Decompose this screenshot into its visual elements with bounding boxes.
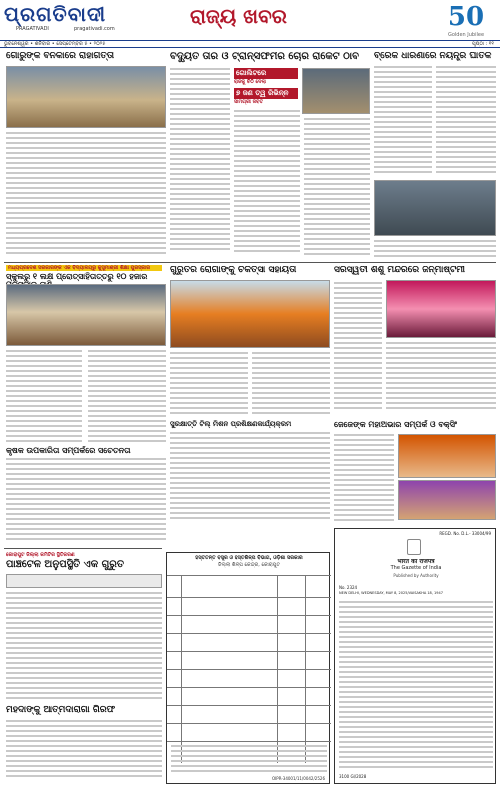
table-row xyxy=(167,723,331,724)
story-body-text xyxy=(6,458,166,543)
gazette-place-date: NEW DELHI, WEDNESDAY, MAY 8, 2025/VAISAKHA 18, 1947 xyxy=(339,591,443,595)
story-photo xyxy=(386,280,496,338)
story-body-text-2 xyxy=(252,352,330,417)
story-kicker: କୋରାପୁଟ ଜିଲ୍ଲା କମିଟିର ସ୍ଥିତିକରଣ xyxy=(6,552,75,558)
story-body-text-3 xyxy=(374,240,496,260)
story-body-text xyxy=(334,282,382,412)
table-column xyxy=(277,575,278,763)
gazette-reg: REGD. No. D.L.- 33004/99 xyxy=(439,531,491,536)
teaser-4: ସାମଗ୍ରୀ ଜବତ xyxy=(234,99,264,105)
story-body-text xyxy=(6,350,82,445)
story-photo xyxy=(374,180,496,236)
gazette-footer: 3100 GI/2028 xyxy=(339,774,367,779)
story-photo xyxy=(6,66,166,128)
story-headline: ଜେଜେଙ୍କ ମହାଅଭାର ସମ୍ପର୍କ ଓ ବକ୍ସିଂ xyxy=(334,420,457,429)
gazette-title-hi: भारत का राजपत्र xyxy=(397,558,435,565)
story-body-text xyxy=(6,132,166,257)
gazette-title-en: The Gazette of India xyxy=(390,565,442,571)
story-headline: ବ୍ରେକ ଧାରଣାରେ ନିୟନ୍ତ୍ର ଘାତକ xyxy=(374,52,492,61)
tender-title: ହସ୍ତତନ୍ତ ବସ୍ତ୍ର ଓ ହସ୍ତଶିଳ୍ପ ବିଭାଗ, ଓଡ଼ିଶା ସରକାର xyxy=(195,555,303,561)
story-body-text-2 xyxy=(386,342,496,412)
newspaper-logo[interactable] xyxy=(4,2,134,30)
table-row xyxy=(167,687,331,688)
logo-text: ପ୍ରଗତିବାଦୀ xyxy=(4,2,107,26)
story-body-text xyxy=(170,432,330,522)
page-number: ପୃଷ୍ଠା : ୧୧ xyxy=(472,41,494,47)
gazette-publisher: Published by Authority xyxy=(393,573,439,578)
story-top-left[interactable] xyxy=(6,52,166,260)
story-body-text xyxy=(6,592,162,702)
table-row xyxy=(167,705,331,706)
logo-sub: PRAGATIVADI xyxy=(16,26,49,32)
mid-kicker: ମଧ୍ୟପ୍ରଦେଶ ସରକାରଙ୍କ ଏକ ବିଦ୍ୟାଳୟରୁ କୁସୁମାଶ୍ରୀ ଶିକ୍ଷା ପୁରସ୍କାର xyxy=(8,265,151,271)
table-row xyxy=(167,597,331,598)
anniversary-badge xyxy=(436,2,496,42)
story-lower-right[interactable] xyxy=(334,420,496,524)
story-body-text-2 xyxy=(88,350,166,445)
ashoka-emblem-icon xyxy=(407,539,421,555)
story-body-text-3 xyxy=(304,118,370,258)
story-mid-left[interactable] xyxy=(6,272,166,446)
gazette-notice[interactable] xyxy=(334,528,496,784)
story-top-middle[interactable] xyxy=(170,52,370,260)
story-bottom-left[interactable] xyxy=(6,552,162,784)
story-body-text-2 xyxy=(234,110,300,255)
story-photo xyxy=(302,68,370,114)
table-column xyxy=(181,575,182,763)
story-body-text-2 xyxy=(436,66,496,176)
anniversary-sub: Golden Jubilee xyxy=(447,32,485,38)
logo-web: pragativadi.com xyxy=(74,26,115,32)
teaser-1: ଗୋଲିଟରେ xyxy=(234,68,298,79)
section-title: ରାଜ୍ୟ ଖବର xyxy=(190,4,287,28)
story-mid-center[interactable] xyxy=(170,266,330,418)
tender-footer: OIPR-34001/11/0042/2526 xyxy=(271,776,325,781)
divider xyxy=(4,262,496,263)
story-headline: କୃଷକ ଉପକାରିତା ସମ୍ପର୍କରେ ସଚେତନତା xyxy=(6,446,131,455)
story-photo xyxy=(6,574,162,588)
gazette-body-text xyxy=(339,601,493,771)
anniversary-number: 50 xyxy=(447,2,485,32)
story-lower-middle[interactable] xyxy=(170,420,330,524)
tender-body-text xyxy=(171,745,327,775)
story-photo xyxy=(398,434,496,478)
dateline-date: ଭୁବନେଶ୍ୱର • ଶନିବାର • ସେପ୍ଟେମ୍ବର ୫ • ୨୦୨୫ xyxy=(4,41,106,47)
table-row xyxy=(167,615,331,616)
story-headline: ଗୁରୁତର ରୋଗାଙ୍କୁ ଚିକିତ୍ସା ସହାୟତା xyxy=(170,266,297,275)
table-row xyxy=(167,651,331,652)
table-row xyxy=(167,669,331,670)
story-headline: ସୁରକ୍ଷାତ୍ତି ଟିଲ୍ ମିଶନ ପ୍ରଶିକ୍ଷଣକାର୍ଯ୍ୟକ୍ରମ xyxy=(170,420,292,428)
table-row xyxy=(167,575,331,576)
story-lower-left[interactable] xyxy=(6,446,166,544)
teaser-3: ୭ ଜଣ ତ୍ୱ ରିଭିନ୍ନ xyxy=(234,88,298,99)
dateline xyxy=(0,40,500,48)
story-body-text xyxy=(374,66,432,176)
story-photo xyxy=(170,280,330,348)
story-body-text xyxy=(170,352,248,417)
table-column xyxy=(305,575,306,763)
story-headline: ସ୍କୁଲରୁ ୧ ଲକ୍ଷ ପ୍ରୋତ୍ସାହିତାତ୍ତରୁ ୧୦ ହଜାର xyxy=(6,272,148,281)
story-headline: ପାଞ୍ଚଟେଳ ଅନୁପସ୍ଥିତି ଏକ ଗୁରୁତ xyxy=(6,559,124,570)
story-body-text xyxy=(334,434,394,524)
story-mid-right[interactable] xyxy=(334,266,496,418)
story-top-right[interactable] xyxy=(374,52,496,260)
story-headline: ଗୋରୁଙ୍କ ବନକାରେ ରାହାଗତ୍ତା xyxy=(6,52,114,61)
tender-subtitle: ଜିଲ୍ଲା ଶିଳ୍ପ କେନ୍ଦ୍ର, କୋରାପୁଟ xyxy=(218,562,280,568)
story-body-text-2 xyxy=(6,720,162,780)
divider xyxy=(4,548,162,549)
story-headline-2: ମହଦାଙ୍କୁ ଆତ୍ମଦାରାଗା ଗିରଫ xyxy=(6,705,116,715)
story-photo-2 xyxy=(398,480,496,520)
tender-notice[interactable] xyxy=(166,552,330,784)
story-headline: ବିଦ୍ୟୁତ ତାର ଓ ଟ୍ରାନ୍ସଫର୍ମର ଚୋରି ରାକେଟ ଠାବ xyxy=(170,52,359,62)
story-photo xyxy=(6,284,166,346)
table-row xyxy=(167,633,331,634)
story-body-text xyxy=(170,68,230,253)
gazette-number: No. 2324 xyxy=(339,585,358,590)
teaser-2: ରାଜକୁ ଚିଠି ଦେଲା xyxy=(234,79,266,85)
table-row xyxy=(167,741,331,742)
story-headline: ସରସ୍ୱତୀ ଶିଶୁ ମନ୍ଦିରରେ ଜନ୍ମାଷ୍ଟମୀ xyxy=(334,266,465,275)
